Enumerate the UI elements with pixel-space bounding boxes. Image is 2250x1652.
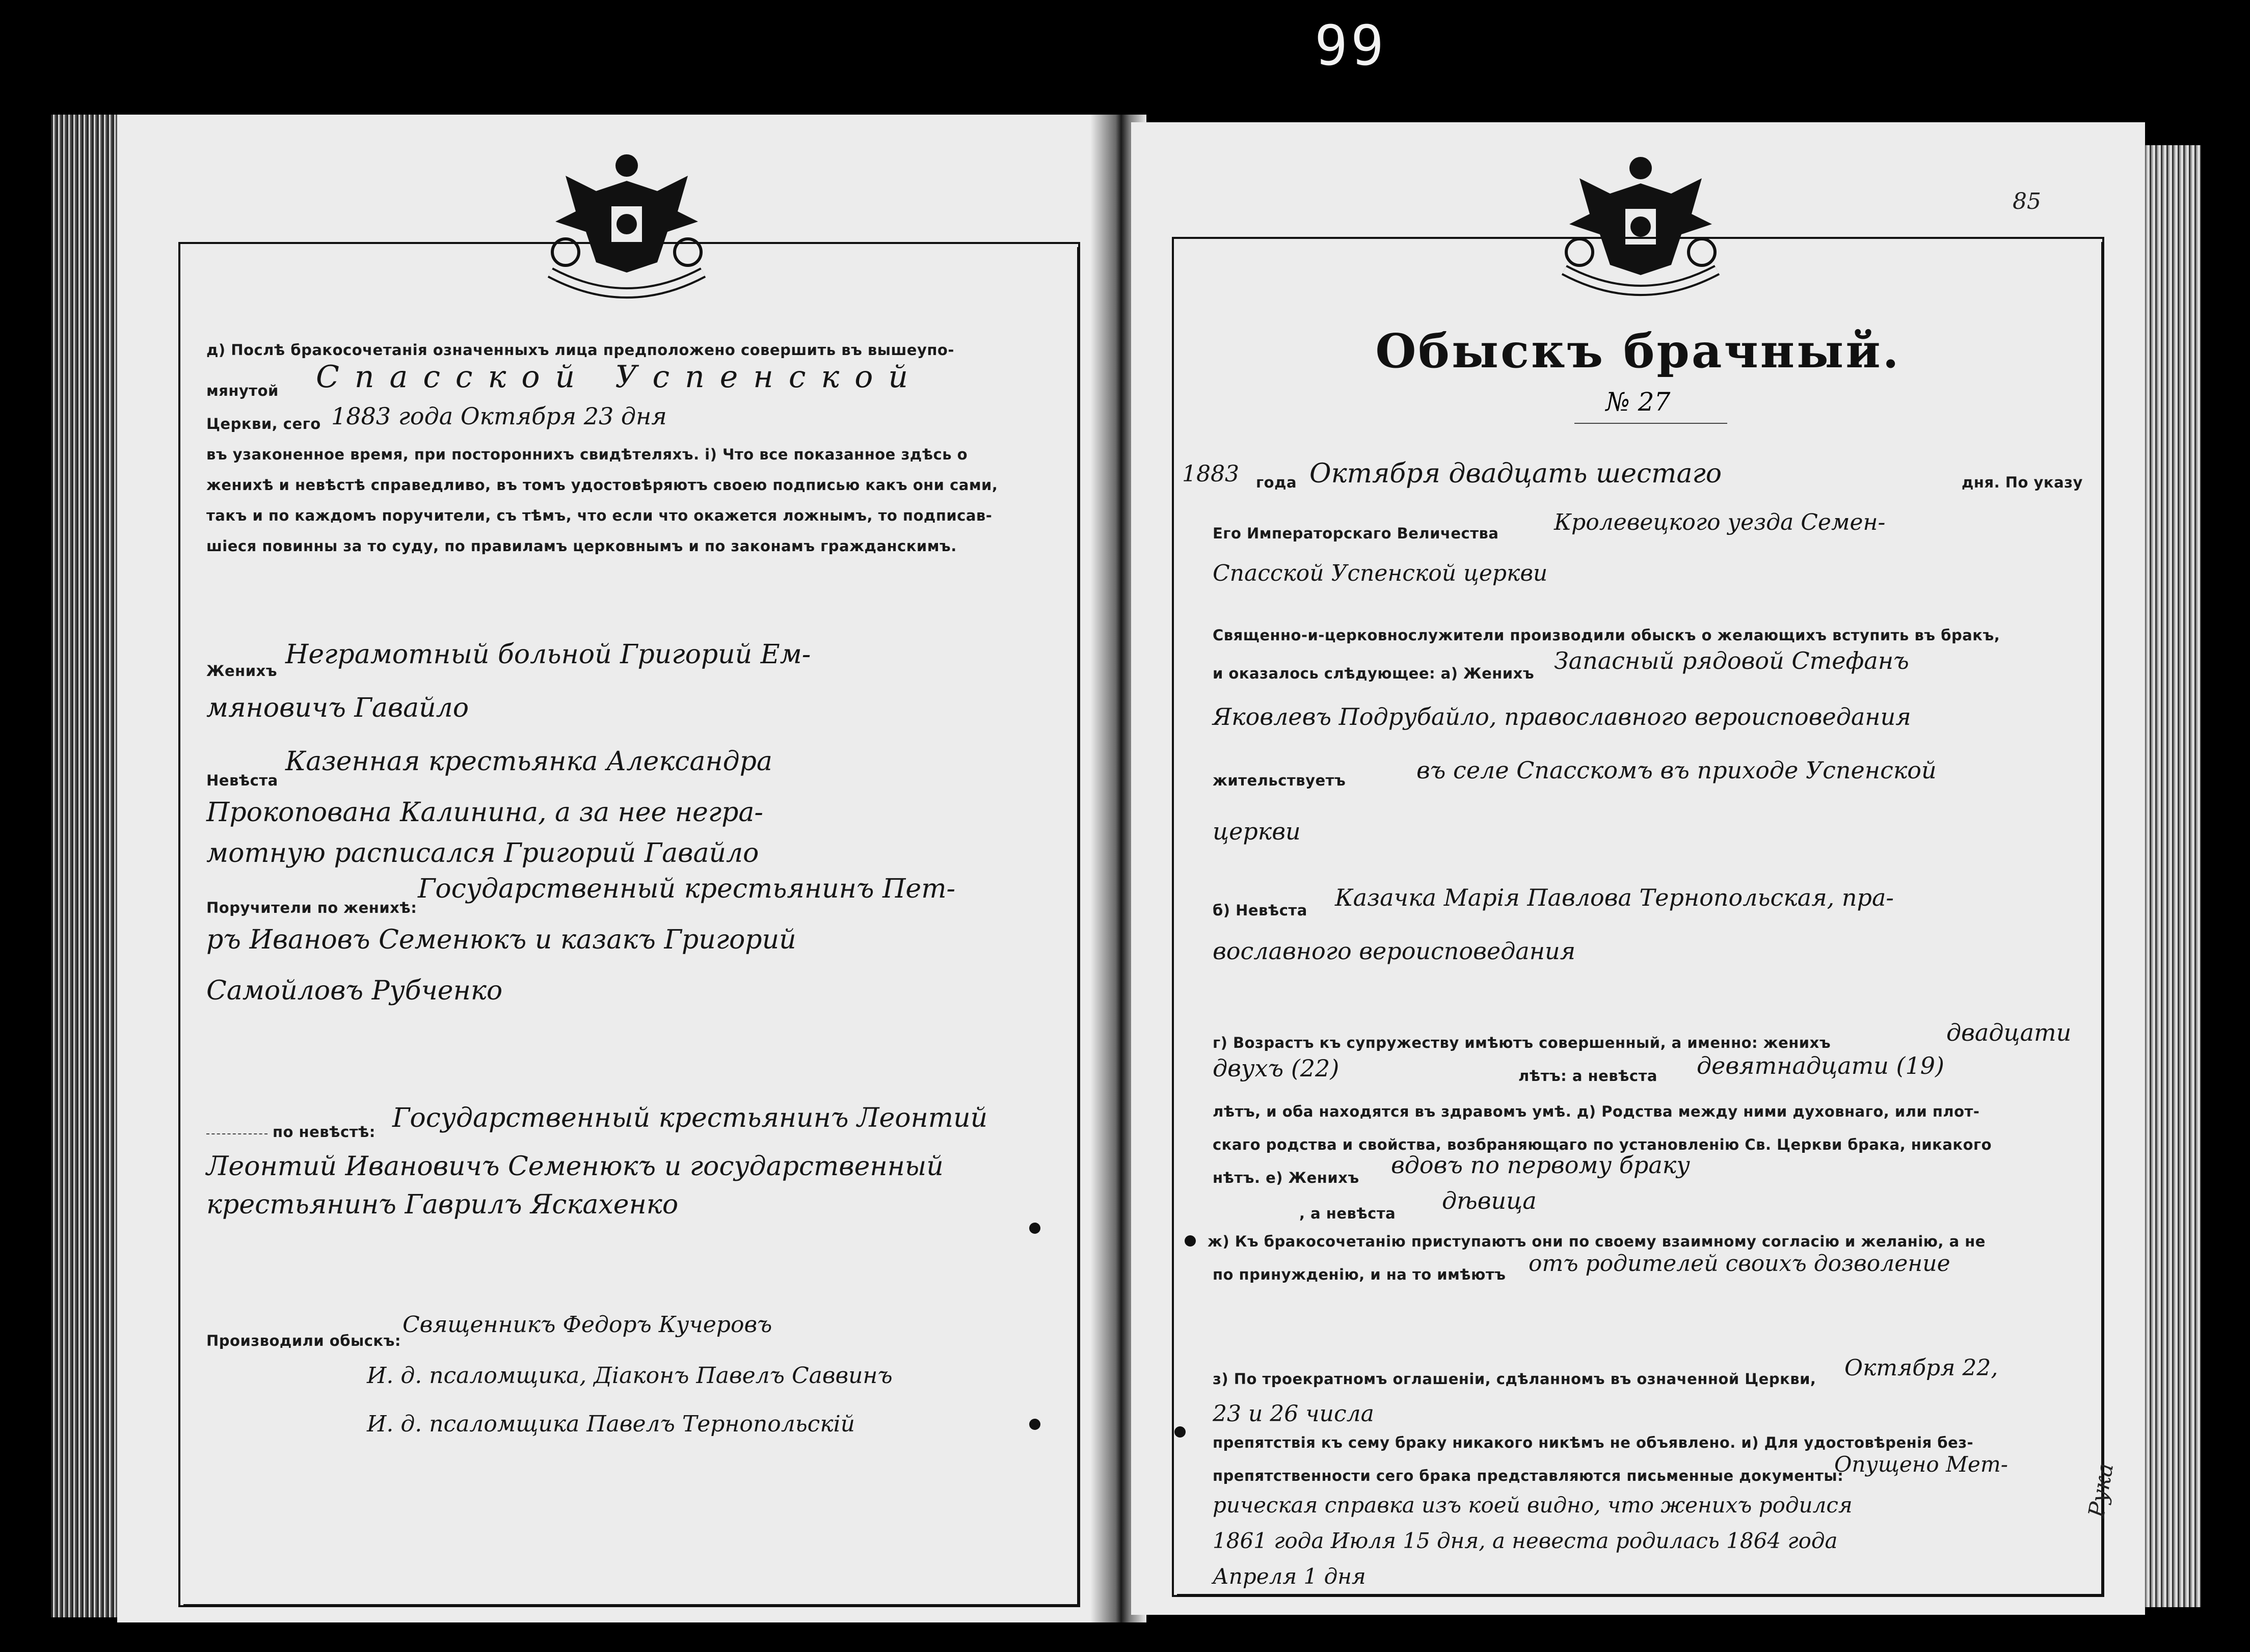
bride-status: дѣвица: [1442, 1187, 1537, 1214]
record-date: Октября двадцать шестаго: [1309, 458, 1722, 489]
bride-name: Казачка Марія Павлова Тернопольская, пра-: [1335, 884, 1894, 911]
bride-age-label: лѣтъ: а невѣста: [1518, 1067, 1658, 1085]
majesty-label: Его Императорскаго Величества: [1213, 525, 1499, 542]
documents-value-4: Апреля 1 дня: [1213, 1564, 1366, 1589]
punch-hole: [1029, 1223, 1040, 1234]
document-title: Обыскъ брачный.: [1375, 323, 1901, 378]
book-edge-left: [51, 115, 117, 1617]
bride-name-2: вославного вероисповедания: [1213, 937, 1576, 965]
groom-value: Неграмотный больной Григорий Ем-: [285, 639, 811, 670]
intro-line-1: д) Послѣ бракосочетанія означенныхъ лица предположено совершить въ вышеупо-: [206, 341, 954, 359]
banns-dates: Октября 22,: [1844, 1355, 1998, 1381]
investigator-deacon: И. д. псаломщика, Діаконъ Павелъ Саввинъ: [367, 1363, 893, 1389]
bride-status-label: , а невѣста: [1299, 1205, 1396, 1222]
kinship-line-2: скаго родства и свойства, возбраняющаго по установленію Св. Церкви брака, никакого: [1213, 1136, 1992, 1153]
church-name-right: Спасской Успенской церкви: [1213, 560, 1548, 586]
intro-line-6: такъ и по каждомъ поручители, съ тѣмъ, что если что окажется ложнымъ, то подписав-: [206, 507, 993, 524]
groom-guarantors-value-3: Самойловъ Рубченко: [206, 976, 503, 1006]
bride-value-2: Прокопована Калинина, а за нее негра-: [206, 797, 763, 828]
documents-value-2: рическая справка изъ коей видно, что женихъ родился: [1213, 1493, 1853, 1518]
impediment-line: препятствія къ сему браку никакого никѣмъ не объявлено. и) Для удостовѣренія без-: [1213, 1434, 1974, 1451]
documents-value-3: 1861 года Июля 15 дня, а невеста родилась 1864 года: [1213, 1528, 1838, 1553]
bride-label: Невѣста: [206, 772, 278, 789]
bride-value: Казенная крестьянка Александра: [285, 746, 772, 777]
decree-label: дня. По указу: [1962, 474, 2083, 491]
groom-guarantors-value-2: ръ Ивановъ Семенюкъ и казакъ Григорий: [206, 925, 796, 955]
parental-consent: отъ родителей своихъ дозволение: [1529, 1251, 1950, 1277]
bride-guarantors-label: по невѣстѣ:: [273, 1123, 376, 1141]
age-line: г) Возрастъ къ супружеству имѣютъ совершенный, а именно: женихъ: [1213, 1034, 1831, 1051]
church-label: Церкви, сего: [206, 415, 321, 432]
bride-guarantors-value-2: Леонтий Ивановичъ Семенюкъ и государственный: [206, 1151, 944, 1182]
right-page-frame: [1172, 237, 2104, 1597]
number-underline: [1574, 423, 1727, 424]
groom-age-2: двухъ (22): [1213, 1054, 1340, 1082]
groom-guarantors-value: Государственный крестьянинъ Пет-: [418, 874, 956, 904]
bride-label-right: б) Невѣста: [1213, 902, 1307, 919]
groom-age: двадцати: [1946, 1019, 2072, 1046]
year: 1883: [1182, 461, 1239, 487]
intro-line-5: женихѣ и невѣстѣ справедливо, въ томъ удостовѣряютъ своею подписью какъ они сами,: [206, 476, 998, 494]
groom-value-2: мяновичъ Гавайло: [206, 693, 469, 723]
folio-number: 85: [2013, 188, 2041, 214]
residence-label: жительствуетъ: [1213, 772, 1346, 789]
consent-line: ж) Къ бракосочетанію приступаютъ они по своему взаимному согласію и желанію, а не: [1208, 1233, 1986, 1250]
consent-line-2: по принужденію, и на то имѣютъ: [1213, 1266, 1506, 1283]
sheet-number: 99: [1315, 14, 1387, 78]
bride-guarantors-value: Государственный крестьянинъ Леонтий: [392, 1103, 988, 1133]
record-number: № 27: [1605, 387, 1671, 417]
bride-guarantors-value-3: крестьянинъ Гаврилъ Яскахенко: [206, 1189, 679, 1220]
punch-hole: [1174, 1426, 1186, 1438]
clergy-line: Священно-и-церковнослужители производили обыскъ о желающихъ вступить въ бракъ,: [1213, 627, 2000, 644]
rule-bride-guarantors: [206, 1133, 267, 1134]
banns-line: з) По троекратномъ оглашеніи, сдѣланномъ въ означенной Церкви,: [1213, 1370, 1816, 1388]
groom-label: Женихъ: [206, 662, 278, 680]
groom-name-2: Яковлевъ Подрубайло, православного вероисповедания: [1213, 703, 1911, 730]
documents-line: препятственности сего брака представляются письменные документы:: [1213, 1467, 1844, 1484]
left-page: [117, 115, 1111, 1622]
groom-guarantors-label: Поручители по женихѣ:: [206, 899, 417, 916]
bride-age: девятнадцати (19): [1697, 1052, 1944, 1079]
investigator-psalmist: И. д. псаломщика Павелъ Тернопольскій: [367, 1411, 855, 1437]
bride-value-3: мотную расписался Григорий Гавайло: [206, 838, 759, 869]
wedding-date: 1883 года Октября 23 дня: [331, 402, 667, 430]
year-label: года: [1256, 474, 1297, 491]
kinship-line: лѣтъ, и оба находятся въ здравомъ умѣ. д) Родства между ними духовнаго, или плот-: [1213, 1103, 1980, 1120]
uezd-name: Кролевецкого уезда Семен-: [1554, 509, 1886, 535]
residence-value-2: церкви: [1213, 818, 1301, 845]
groom-status: вдовъ по первому браку: [1391, 1151, 1690, 1179]
investigator-priest: Священникъ Федоръ Кучеровъ: [403, 1312, 772, 1338]
investigators-label: Производили обыскъ:: [206, 1332, 401, 1349]
groom-label-right: и оказалось слѣдующее: а) Женихъ: [1213, 665, 1535, 682]
residence-value: въ селе Спасскомъ въ приходе Успенской: [1416, 756, 1937, 784]
banns-dates-2: 23 и 26 числа: [1213, 1401, 1374, 1427]
intro-label-2: мянутой: [206, 382, 279, 399]
intro-line-7: шіеся повинны за то суду, по правиламъ церковнымъ и по законамъ гражданскимъ.: [206, 537, 957, 555]
right-page: [1131, 122, 2145, 1615]
groom-name: Запасный рядовой Стефанъ: [1554, 647, 1909, 674]
intro-line-4: въ узаконенное время, при постороннихъ свидѣтеляхъ. і) Что все показанное здѣсь о: [206, 446, 968, 463]
church-name: Спасской Успенской: [316, 359, 924, 395]
punch-hole: [1185, 1235, 1196, 1247]
margin-note: Рука: [2083, 1461, 2119, 1520]
punch-hole: [1029, 1419, 1040, 1430]
groom-status-label: нѣтъ. е) Женихъ: [1213, 1169, 1359, 1186]
documents-value: Опущено Мет-: [1834, 1452, 2008, 1477]
